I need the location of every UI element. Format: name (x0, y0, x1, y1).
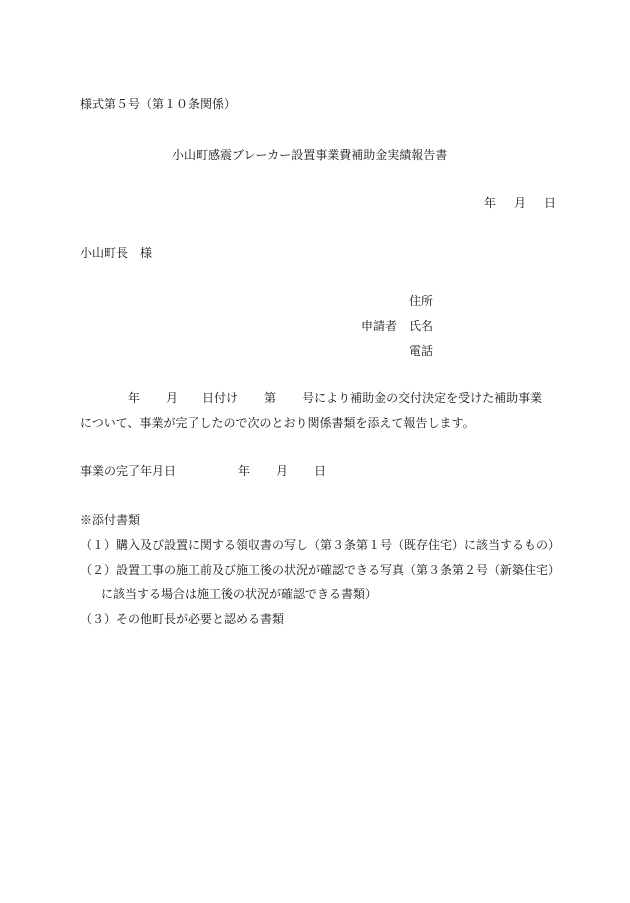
report-day-label: 日 (544, 196, 557, 210)
completion-date-label: 事業の完了年月日 (80, 464, 177, 478)
completion-month: 月 (276, 464, 289, 478)
attachment-item-2-line-1: （２）設置工事の施工前及び施工後の状況が確認できる写真（第３条第２号（新築住宅） (80, 563, 561, 577)
report-month-label: 月 (514, 196, 527, 210)
attachment-item-1: （１）購入及び設置に関する領収書の写し（第３条第１号（既存住宅）に該当するもの） (80, 538, 561, 552)
addressee: 小山町長 様 (80, 246, 153, 260)
completion-year: 年 (238, 464, 251, 478)
body-rest-line1: 号により補助金の交付決定を受けた補助事業 (302, 391, 543, 405)
applicant-address-label: 住所 (409, 294, 434, 308)
report-date (484, 195, 556, 211)
body-year: 年 (128, 391, 141, 405)
completion-day: 日 (314, 464, 327, 478)
body-line-2: について、事業が完了したので次のとおり関係書類を添えて報告します。 (80, 416, 475, 430)
report-year-label: 年 (484, 196, 497, 210)
applicant-name-label: 氏名 (409, 319, 434, 333)
attachment-item-3: （３）その他町長が必要と認める書類 (80, 612, 285, 626)
body-line-1 (80, 390, 542, 406)
attachments-heading: ※添付書類 (80, 513, 141, 527)
body-day-dated: 日付け (202, 391, 239, 405)
body-dai: 第 (264, 391, 277, 405)
applicant-role: 申請者 (361, 319, 398, 333)
completion-date (238, 463, 326, 479)
form-number: 様式第５号（第１０条関係） (80, 97, 237, 111)
attachment-item-2-line-2: に該当する場合は施工後の状況が確認できる書類） (101, 587, 378, 601)
body-month: 月 (166, 391, 179, 405)
document-title: 小山町感震ブレーカー設置事業費補助金実績報告書 (172, 148, 448, 162)
applicant-phone-label: 電話 (409, 344, 434, 358)
